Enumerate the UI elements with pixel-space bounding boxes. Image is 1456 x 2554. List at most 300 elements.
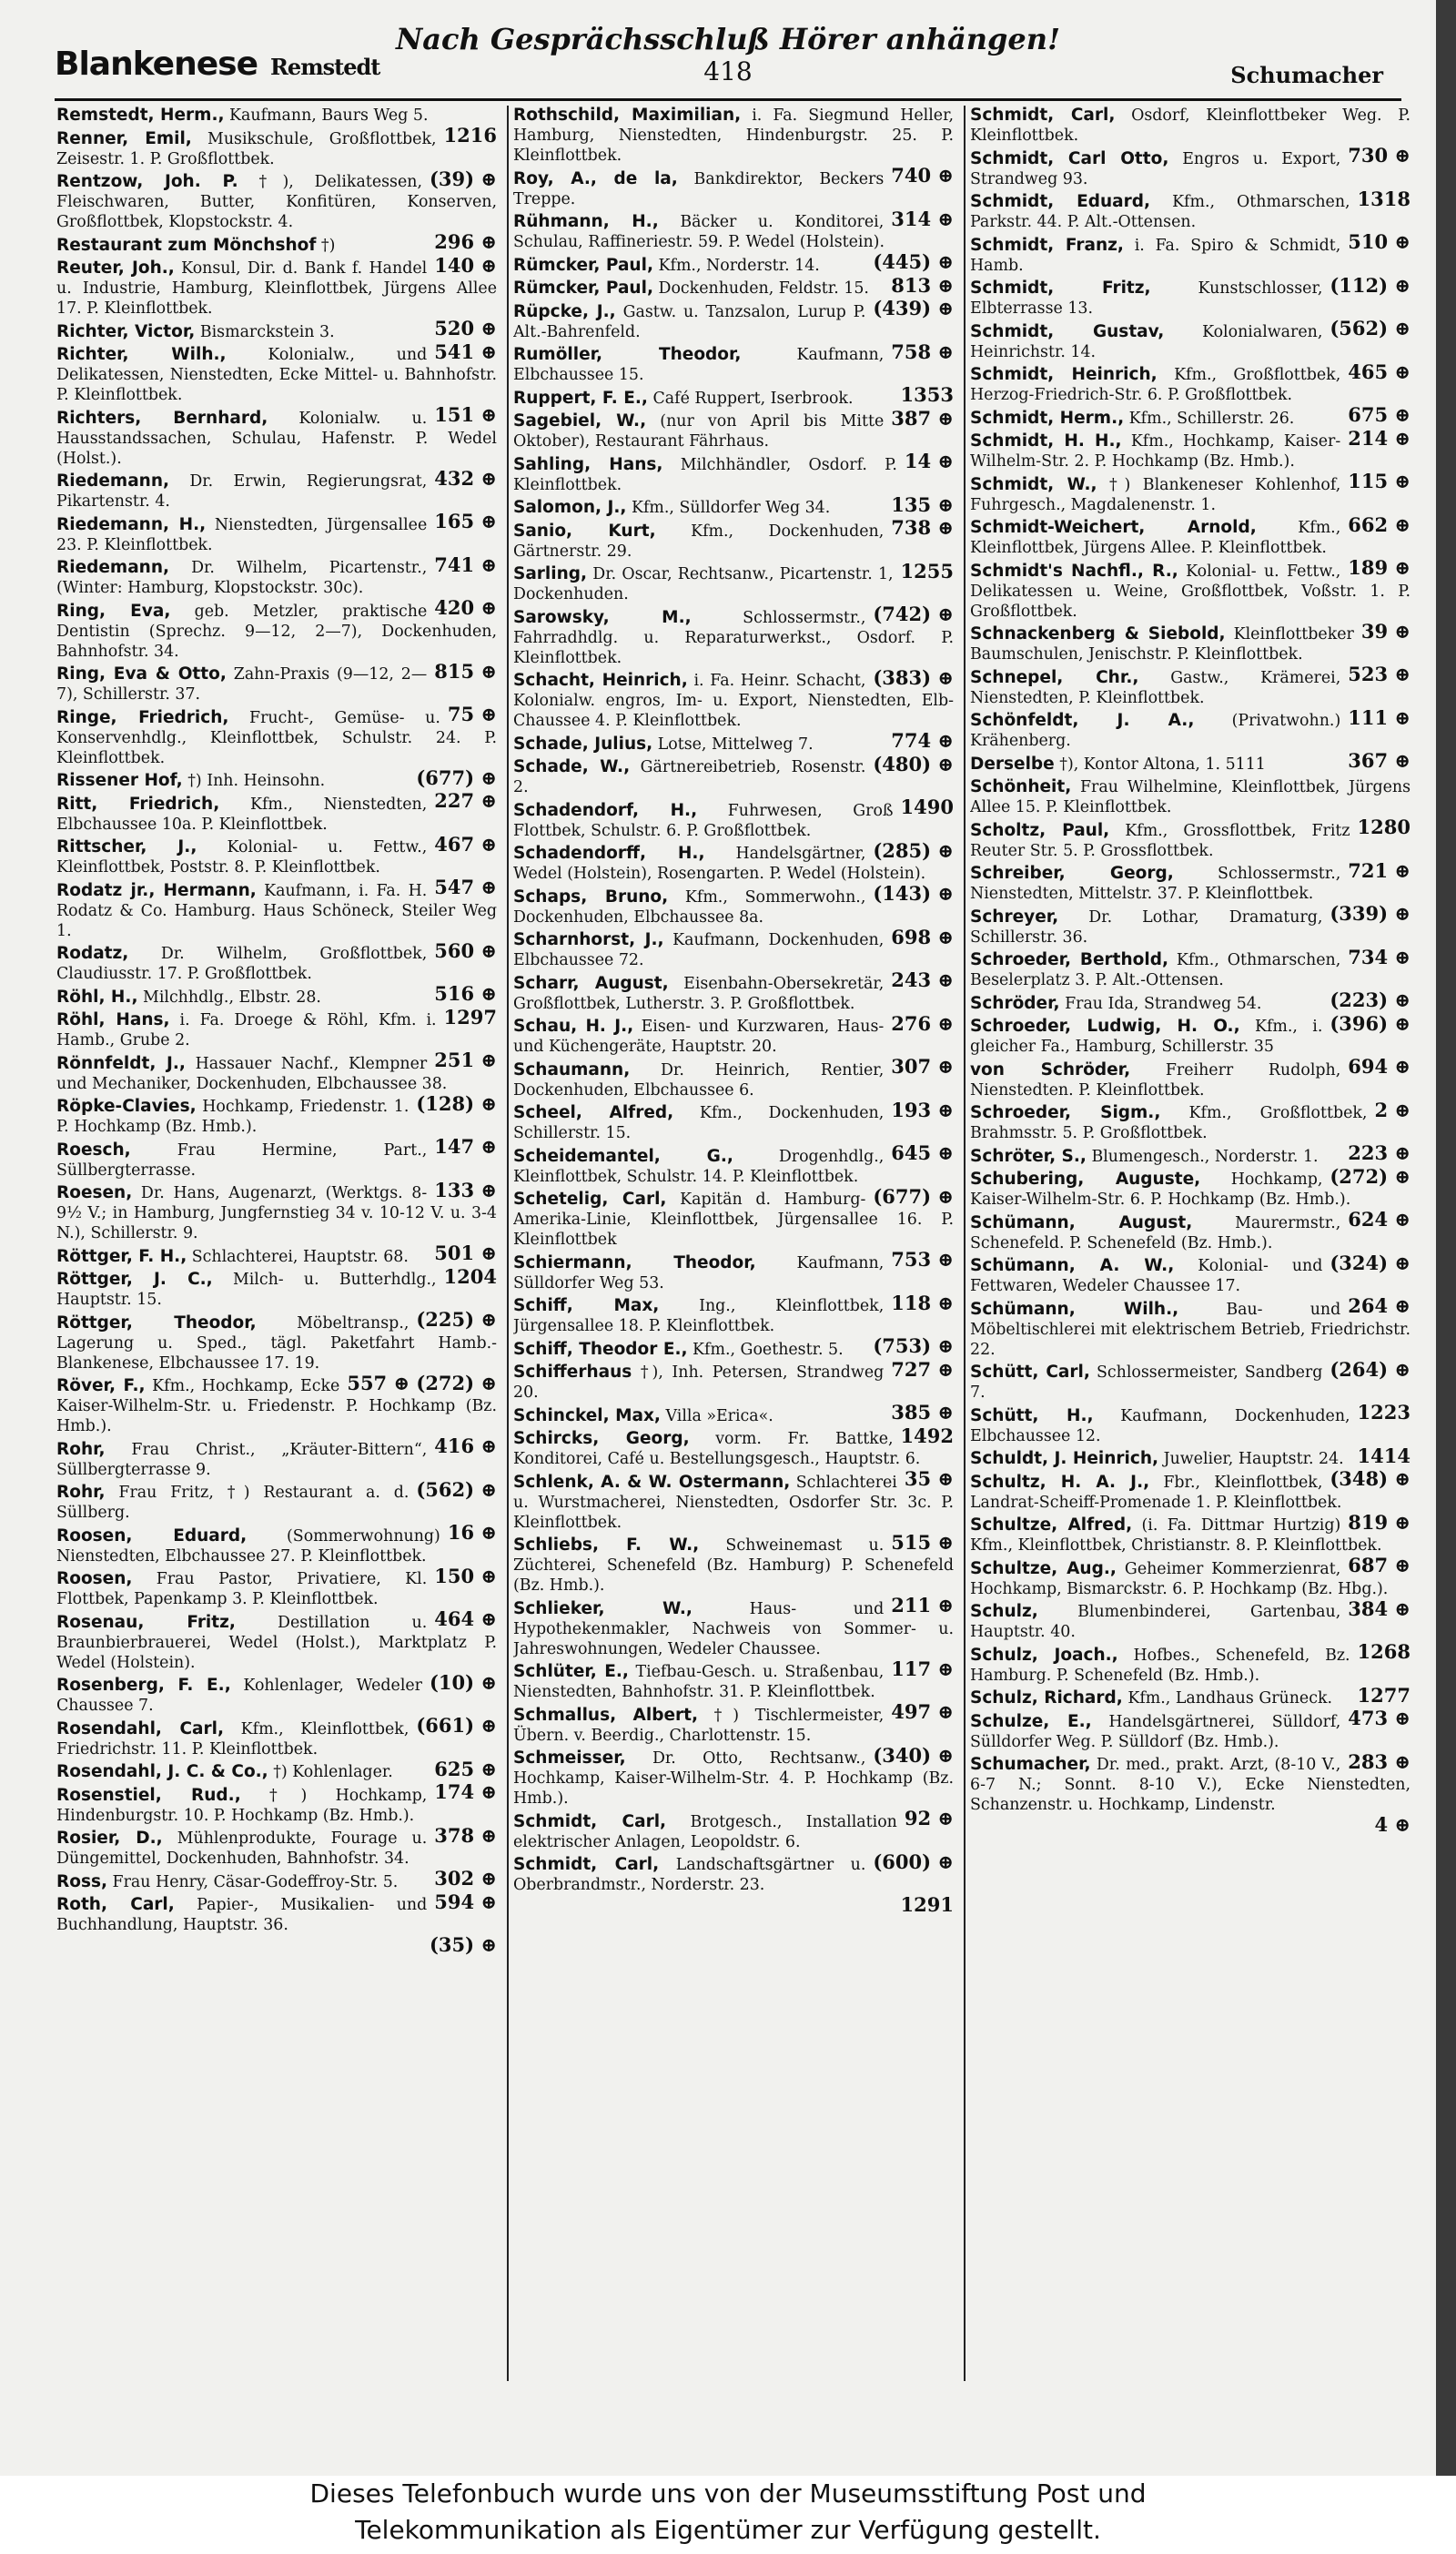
entry-name: Ruppert, F. E., (513, 388, 648, 408)
entry-details: Kfm., Dockenhuden, Schillerstr. 15. (513, 1104, 885, 1142)
phone-number: 675 ⊕ (1348, 403, 1410, 426)
entry-details: Kleinflottbeker Baumschulen, Jenischstr. P. Kleinflottbek. (970, 625, 1354, 664)
phone-number: 420 ⊕ (434, 596, 497, 619)
entry-details: Kaufmann, Dockenhuden, Elbchaussee 12. (970, 1406, 1350, 1445)
entry-details: Hofbes., Schenefeld, Bz. Hamburg. P. Schenefeld (Bz. Hmb.). (970, 1646, 1350, 1685)
phone-number: 264 ⊕ (1348, 1294, 1410, 1317)
phone-number: 721 ⊕ (1348, 858, 1410, 882)
phone-number: 1414 (1357, 1444, 1410, 1467)
entry-name: Rodatz, (56, 944, 129, 963)
entry-name: Röhl, H., (56, 987, 138, 1007)
entry-name: Schmidt, Carl Otto, (970, 148, 1169, 168)
phone-number: 147 ⊕ (434, 1135, 497, 1158)
phone-number: (223) ⊕ (1330, 988, 1410, 1011)
entry-details: Dr. med., prakt. Arzt, (8-10 V., 6-7 N.; Sonnt. 8-10 V.), Ecke Nienstedten, Schanzenstr. u. Hochkamp, Lindenstr. (970, 1756, 1410, 1814)
entry-details: Kfm., Großflottbek, Brahmsstr. 5. P. Großflottbek. (970, 1104, 1368, 1142)
entry-details: Kfm., Großflottbek, Herzog-Friedrich-Str. 6. P. Großflottbek. (970, 366, 1341, 404)
entry-details: Engros u. Export, Strandweg 93. (970, 149, 1341, 188)
phone-number: 1291 (900, 1893, 954, 1916)
entry-details: Schlossermeister, Sandberg 7. (970, 1363, 1323, 1402)
entry-name: Schiermann, Theodor, (513, 1252, 756, 1272)
entry-name: Schreiber, Georg, (970, 864, 1174, 883)
phone-number: 557 ⊕ (272) ⊕ (347, 1371, 497, 1394)
phone-number: 14 ⊕ (904, 450, 954, 472)
directory-entry (56, 880, 497, 962)
header-left-sub: Remstedt (269, 54, 380, 80)
phone-number: (439) ⊕ (873, 297, 954, 319)
entry-name: Schnackenberg & Siebold, (970, 624, 1226, 644)
phone-number: 75 ⊕ (447, 703, 497, 725)
phone-number: (480) ⊕ (873, 752, 954, 775)
entry-details: Gastw., Krämerei, Nienstedten, P. Kleinflottbek. (970, 668, 1341, 707)
entry-details: Kolonial- u. Fettw., Delikatessen u. Weine, Großflottbek, Voßstr. 1. P. Großflottbek. (970, 562, 1410, 621)
phone-number: 510 ⊕ (1348, 230, 1410, 253)
entry-name: Schmidt, H. H., (970, 431, 1122, 451)
header-right-title: Schumacher (1230, 62, 1383, 88)
phone-number: 296 ⊕ (434, 230, 497, 253)
phone-number: 1297 (443, 1005, 497, 1029)
phone-number: 1318 (1357, 187, 1410, 210)
phone-number: 594 ⊕ (434, 1890, 497, 1913)
entry-details: Frau Pastor, Privatiere, Kl. Flottbek, Papenkamp 3. P. Kleinflottbek. (56, 1570, 428, 1608)
entry-name: Röhl, Hans, (56, 1010, 170, 1029)
phone-number: 118 ⊕ (891, 1291, 954, 1314)
entry-details: Hochkamp, Kaiser-Wilhelm-Str. 6. P. Hochkamp (Bz. Hmb.). (970, 1171, 1351, 1209)
phone-number: 547 ⊕ (434, 876, 497, 898)
entry-details: Frau Christ., „Kräuter-Bittern“, Süllbergterrasse 9. (56, 1440, 428, 1479)
entry-name: Schaumann, (513, 1059, 631, 1079)
entry-details: Kfm., Grossflottbek, Fritz Reuter Str. 5. P. Grossflottbek. (970, 821, 1350, 860)
entry-details: Frau Ida, Strandweg 54. (1065, 994, 1262, 1013)
entry-name: Schulz, (970, 1602, 1038, 1621)
entry-details: Gastw. u. Tanzsalon, Lurup P. Alt.-Bahrenfeld. (513, 302, 866, 341)
phone-number: (383) ⊕ (873, 665, 954, 689)
directory-entry (970, 1755, 1410, 1836)
phone-number: 314 ⊕ (891, 207, 954, 230)
phone-number: 251 ⊕ (434, 1049, 497, 1071)
phone-number: 111 ⊕ (1348, 705, 1410, 729)
entry-details: Schlossermstr., Fahrradhdlg. u. Reparaturwerkst., Osdorf. P. Kleinflottbek. (513, 608, 954, 667)
phone-number: 117 ⊕ (891, 1657, 954, 1680)
entry-name: von Schröder, (970, 1059, 1131, 1079)
phone-number: 1353 (900, 383, 954, 406)
phone-number: 302 ⊕ (434, 1867, 497, 1890)
phone-number: 283 ⊕ (1348, 1749, 1410, 1773)
entry-name: Roesen, (56, 1183, 133, 1202)
entry-name: Sarling, (513, 564, 588, 583)
phone-number: 753 ⊕ (891, 1248, 954, 1271)
phone-number: 1268 (1357, 1640, 1410, 1663)
phone-number: (35) ⊕ (429, 1933, 497, 1956)
entry-details: Kohlenlager, Wedeler Chaussee 7. (56, 1677, 422, 1715)
entry-name: Rosendahl, Carl, (56, 1718, 225, 1738)
entry-name: Schade, Julius, (513, 734, 653, 754)
entry-details: Fbr., Kleinflottbek, Landrat-Scheiff-Promenade 1. P. Kleinflottbek. (970, 1473, 1342, 1512)
entry-details: vorm. Fr. Battke, Konditorei, Café u. Bestellungsgesch., Hauptstr. 6. (513, 1430, 921, 1468)
entry-details: Bau- und Möbeltischlerei mit elektrischem Betrieb, Friedrichstr. 22. (970, 1300, 1410, 1359)
phone-number: 1280 (1357, 816, 1410, 838)
entry-details: Kolonialwaren, Heinrichstr. 14. (970, 322, 1323, 361)
entry-name: Schmidt, Carl, (970, 106, 1116, 125)
phone-number: 813 ⊕ (891, 273, 954, 297)
entry-details: †) Inh. Heinsohn. (187, 772, 326, 790)
phone-number: 758 ⊕ (891, 340, 954, 363)
phone-number: 560 ⊕ (434, 938, 497, 962)
entry-details: Haus- und Hypothekenmakler, Nachweis von Sommer- u. Jahreswohnungen, Wedeler Chaussee. (513, 1599, 954, 1658)
entry-name: Schaps, Bruno, (513, 887, 669, 907)
phone-number: 35 ⊕ (904, 1467, 954, 1490)
phone-number: (600) ⊕ (873, 1850, 954, 1873)
entry-details: Milchhdlg., Elbstr. 28. (143, 988, 321, 1007)
entry-details: Schlachterei u. Wurstmacherei, Nienstedten, Osdorfer Str. 3c. P. Kleinflottbek. (513, 1473, 954, 1532)
directory-entry (56, 1895, 497, 1956)
phone-number: 740 ⊕ (891, 164, 954, 187)
entry-details: Kfm., Kleinflottbek, Friedrichstr. 11. P. Kleinflottbek. (56, 1719, 410, 1758)
entry-name: Schiff, Theodor E., (513, 1339, 688, 1359)
entry-name: Schmidt, Fritz, (970, 279, 1151, 298)
entry-details: Bankdirektor, Beckers Treppe. (513, 169, 885, 208)
entry-details: Zahn-Praxis (9—12, 2—7), Schillerstr. 37. (56, 665, 428, 704)
phone-number: 189 ⊕ (1348, 556, 1410, 579)
entry-details: (Sommerwohnung) Nienstedten, Elbchaussee 27. P. Kleinflottbek. (56, 1526, 440, 1566)
entry-name: Schade, W., (513, 757, 631, 776)
entry-details: †) Tischlermeister, Übern. v. Beerdig., Charlottenstr. 15. (513, 1706, 885, 1745)
entry-details: †) Hochkamp, Hindenburgstr. 10. P. Hochkamp (Bz. Hmb.). (56, 1786, 428, 1825)
footer-note (0, 2476, 1456, 2554)
entry-name: Schetelig, Carl, (513, 1190, 667, 1209)
entry-name: Schulz, Richard, (970, 1688, 1123, 1708)
entry-name: Schmidt, Eduard, (970, 192, 1151, 211)
phone-number: 2 ⊕ (1374, 1098, 1410, 1121)
phone-number: (10) ⊕ (429, 1670, 497, 1694)
entry-details: Schlossermstr., Nienstedten, Mittelstr. 37. P. Kleinflottbek. (970, 865, 1341, 903)
entry-details: Dr. Oscar, Rechtsanw., Picartenstr. 1, Dockenhuden. (513, 565, 894, 603)
entry-name: Schreyer, (970, 907, 1059, 927)
entry-details: Maurermstr., Schenefeld. P. Schenefeld (Bz. Hmb.). (970, 1213, 1341, 1252)
phone-number: (677) ⊕ (873, 1184, 954, 1208)
entry-name: Schircks, Georg, (513, 1429, 690, 1448)
entry-details: Drogenhdlg., Kleinflottbek, Schulstr. 14. P. Kleinflottbek. (513, 1147, 885, 1186)
entry-details: Frucht-, Gemüse- u. Konservenhdlg., Kleinflottbek, Schulstr. 24. P. Kleinflottbek. (56, 708, 497, 767)
entry-details: (Privatwohn.) Krähenberg. (970, 712, 1341, 750)
entry-name: Schmidt's Nachfl., R., (970, 561, 1178, 581)
phone-number: 276 ⊕ (891, 1011, 954, 1035)
entry-name: Schmidt, Carl, (513, 1855, 660, 1874)
entry-name: Rühmann, H., (513, 212, 659, 231)
phone-number: 4 ⊕ (1374, 1813, 1410, 1836)
entry-name: Schröder, (970, 993, 1060, 1013)
entry-name: Schroeder, Berthold, (970, 950, 1168, 969)
entry-name: Reuter, Joh., (56, 258, 175, 278)
phone-number: (272) ⊕ (1330, 1164, 1410, 1188)
phone-number: 1216 (443, 124, 497, 147)
entry-details: Kfm., Sülldorfer Weg 34. (631, 499, 831, 517)
entry-details: Kfm., i. gleicher Fa., Hamburg, Schillerstr. 35 (970, 1018, 1323, 1056)
phone-number: 687 ⊕ (1348, 1554, 1410, 1576)
entry-name: Sanio, Kurt, (513, 521, 656, 541)
phone-number: 738 ⊕ (891, 516, 954, 539)
entry-details: Kaufmann, Baurs Weg 5. (229, 106, 429, 125)
entry-name: Roesch, (56, 1140, 131, 1160)
phone-number: (225) ⊕ (416, 1308, 497, 1331)
entry-details: Handelsgärtner, Wedel (Holstein), Rosengarten. P. Wedel (Holstein). (513, 845, 926, 883)
phone-number: 133 ⊕ (434, 1178, 497, 1201)
entry-details: Dr. Hans, Augenarzt, (Werktgs. 8-9½ V.; in Hamburg, Jungfernstieg 34 v. 10-12 V. u. 3-4 N.), Schillerstr. 9. (56, 1184, 497, 1242)
entry-name: Schümann, A. W., (970, 1256, 1175, 1275)
directory-entry (56, 514, 497, 576)
entry-details: Destillation u. Braunbierbrauerei, Wedel (Holst.), Marktplatz P. Wedel (Holstein). (56, 1613, 497, 1672)
entry-name: Roy, A., de la, (513, 168, 678, 188)
entry-name: Schönfeldt, J. A., (970, 711, 1195, 730)
phone-number: (128) ⊕ (416, 1091, 497, 1115)
entry-details: †), Delikatessen, Fleischwaren, Butter, Konfitüren, Konserven, Großflottbek, Klopstockstr. 4. (56, 173, 497, 231)
entry-name: Schlieker, W., (513, 1598, 693, 1618)
entry-name: Rosenstiel, Rud., (56, 1785, 241, 1805)
entry-name: Röttger, F. H., (56, 1246, 187, 1266)
phone-number: 730 ⊕ (1348, 144, 1410, 167)
entry-details: Dr. Wilhelm, Großflottbek, Claudiusstr. 17. P. Großflottbek. (56, 945, 428, 983)
entry-name: Schönheit, (970, 777, 1072, 796)
page-header (55, 18, 1401, 91)
entry-details: Milch- u. Butterhdlg., Hauptstr. 15. (56, 1271, 437, 1309)
phone-number: 416 ⊕ (434, 1434, 497, 1457)
entry-name: Rümcker, Paul, (513, 255, 653, 275)
entry-details: (i. Fa. Dittmar Hurtzig) Kfm., Kleinflottbek, Christianstr. 8. P. Kleinflottbek. (970, 1516, 1382, 1555)
phone-number: 694 ⊕ (1348, 1055, 1410, 1078)
entry-details: Blumengesch., Norderstr. 1. (1091, 1147, 1319, 1166)
entry-name: Rosenau, Fritz, (56, 1612, 236, 1632)
entry-details: i. Fa. Droege & Röhl, Kfm. i. Hamb., Grube 2. (56, 1011, 437, 1049)
directory-columns (56, 106, 1412, 2381)
entry-name: Rohr, (56, 1483, 106, 1502)
entry-name: Riedemann, (56, 558, 170, 577)
entry-details: Geheimer Kommerzienrat, Hochkamp, Bismarckstr. 6. P. Hochkamp (Bz. Hbg.). (970, 1559, 1389, 1598)
footer-line-1: Dieses Telefonbuch wurde uns von der Museumsstiftung Post und (309, 2478, 1147, 2508)
entry-details: Freiherr Rudolph, Nienstedten. P. Kleinflottbek. (970, 1060, 1341, 1100)
entry-details: Juwelier, Hauptstr. 24. (1163, 1450, 1344, 1468)
entry-name: Schadendorff, H., (513, 844, 705, 863)
entry-name: Schmidt, Heinrich, (970, 365, 1158, 384)
entry-name: Rothschild, Maximilian, (513, 106, 742, 125)
entry-name: Roth, Carl, (56, 1895, 175, 1914)
phone-number: 698 ⊕ (891, 925, 954, 948)
page-edge-shadow (1436, 0, 1456, 2476)
entry-details: Café Ruppert, Iserbrook. (652, 389, 854, 408)
entry-name: Schroeder, Ludwig, H. O., (970, 1017, 1240, 1036)
entry-details: Kfm., Hochkamp, Kaiser-Wilhelm-Str. 2. P. Hochkamp (Bz. Hmb.). (970, 432, 1341, 471)
entry-details: †) Blankeneser Kohlenhof, Fuhrgesch., Magdalenenstr. 1. (970, 475, 1341, 514)
phone-number: 520 ⊕ (434, 317, 497, 340)
entry-details: geb. Metzler, praktische Dentistin (Sprechz. 9—12, 2—7), Dockenhuden, Bahnhofstr. 34. (56, 602, 497, 661)
phone-number: (753) ⊕ (873, 1334, 954, 1357)
entry-name: Schliebs, F. W., (513, 1535, 700, 1555)
phone-number: 16 ⊕ (447, 1521, 497, 1544)
entry-name: Restaurant zum Mönchshof (56, 235, 317, 255)
entry-name: Schuldt, J. Heinrich, (970, 1449, 1159, 1468)
entry-details: Kaufmann, Elbchaussee 15. (513, 346, 885, 384)
phone-number: 465 ⊕ (1348, 360, 1410, 383)
entry-details: Kfm., Schillerstr. 26. (1128, 409, 1295, 428)
entry-name: Schlüter, E., (513, 1662, 629, 1681)
phone-number: (348) ⊕ (1330, 1467, 1410, 1490)
entry-details: Handelsgärtnerei, Sülldorf, Sülldorfer Weg. P. Sülldorf (Bz. Hmb.). (970, 1712, 1341, 1751)
phone-number: (677) ⊕ (416, 765, 497, 789)
entry-name: Ritt, Friedrich, (56, 794, 220, 814)
entry-details: Bismarckstein 3. (199, 322, 335, 341)
phone-number: 501 ⊕ (434, 1242, 497, 1264)
entry-name: Rentzow, Joh. P. (56, 172, 238, 191)
phone-number: 497 ⊕ (891, 1700, 954, 1723)
phone-number: 214 ⊕ (1348, 426, 1410, 450)
phone-number: 39 ⊕ (1360, 619, 1410, 643)
phone-number: 467 ⊕ (434, 832, 497, 856)
entry-name: Schinckel, Max, (513, 1405, 661, 1425)
entry-details: Kaufmann, Dockenhuden, Elbchaussee 72. (513, 931, 885, 969)
page-number: 418 (703, 56, 753, 86)
directory-entry (56, 1439, 497, 1501)
entry-name: Scharr, August, (513, 973, 669, 993)
entry-name: Remstedt, Herm., (56, 106, 225, 125)
entry-name: Ring, Eva & Otto, (56, 664, 227, 684)
entry-name: Sagebiel, W., (513, 411, 647, 431)
phone-number: 1492 (900, 1424, 954, 1447)
entry-name: Riedemann, (56, 471, 170, 491)
header-left-title: Blankenese (55, 46, 258, 83)
phone-number: 385 ⊕ (891, 1401, 954, 1424)
entry-name: Scholtz, Paul, (970, 820, 1110, 840)
phone-number: 515 ⊕ (891, 1530, 954, 1554)
phone-number: (562) ⊕ (416, 1477, 497, 1501)
directory-column-3 (970, 106, 1410, 2381)
entry-details: Dr. Wilhelm, Picartenstr., (Winter: Hamburg, Klopstockstr. 30c). (56, 559, 428, 597)
entry-name: Schümann, Wilh., (970, 1299, 1179, 1319)
entry-name: Schroeder, Sigm., (970, 1103, 1161, 1122)
phone-number: 307 ⊕ (891, 1055, 954, 1078)
phone-number: 1277 (1357, 1683, 1410, 1707)
entry-name: Roosen, (56, 1569, 133, 1588)
entry-details: †), Inh. Petersen, Strandweg 20. (513, 1363, 885, 1402)
entry-details: Musikschule, Großflottbek, Zeisestr. 1. P. Großflottbek. (56, 129, 437, 168)
header-center-note: Nach Gesprächsschluß Hörer anhängen! (395, 22, 1061, 56)
phone-number: 645 ⊕ (891, 1141, 954, 1164)
entry-details: Hassauer Nachf., Klempner und Mechaniker, Dockenhuden, Elbchaussee 38. (56, 1054, 448, 1093)
entry-details: Kfm., Nienstedten, Elbchaussee 10a. P. Kleinflottbek. (56, 795, 428, 834)
phone-number: (143) ⊕ (873, 882, 954, 905)
entry-details: Lotse, Mittelweg 7. (657, 735, 814, 754)
entry-name: Richter, Wilh., (56, 345, 227, 364)
entry-name: Schiff, Max, (513, 1296, 660, 1315)
entry-details: Konsul, Dir. d. Bank f. Handel u. Industrie, Hamburg, Kleinflottbek, Jürgens Allee 17. P. Kleinflottbek. (56, 259, 497, 318)
entry-details: Kfm., Kleinflottbek, Jürgens Allee. P. Kleinflottbek. (970, 519, 1341, 557)
entry-name: Salomon, J., (513, 498, 627, 517)
entry-details: Kapitän d. Hamburg-Amerika-Linie, Kleinflottbek, Jürgensallee 16. P. Kleinflottbek (513, 1191, 954, 1249)
entry-name: Rissener Hof, (56, 771, 183, 790)
entry-details: Gärtnereibetrieb, Rosenstr. 2. (513, 758, 866, 796)
entry-details: Schlachterei, Hauptstr. 68. (191, 1247, 409, 1266)
directory-entry (56, 1525, 497, 1587)
entry-details: Dr. Otto, Rechtsanw., Hochkamp, Kaiser-Wilhelm-Str. 4. P. Hochkamp (Bz. Hmb.). (513, 1749, 954, 1808)
entry-details: Frau Fritz, †) Restaurant a. d. Süllberg. (56, 1484, 410, 1522)
phone-number: 223 ⊕ (1348, 1141, 1410, 1164)
entry-name: Rumöller, Theodor, (513, 345, 742, 364)
directory-entry (513, 1811, 954, 1873)
phone-number: 151 ⊕ (434, 403, 497, 426)
phone-number: (562) ⊕ (1330, 317, 1410, 340)
phone-number: 774 ⊕ (891, 729, 954, 752)
phone-number: 464 ⊕ (434, 1607, 497, 1630)
phone-number: 135 ⊕ (891, 492, 954, 516)
phone-number: (661) ⊕ (416, 1714, 497, 1737)
phone-number: 432 ⊕ (434, 466, 497, 490)
phone-number: 1490 (900, 796, 954, 818)
entry-name: Röpke-Clavies, (56, 1097, 197, 1116)
entry-name: Ringe, Friedrich, (56, 707, 229, 727)
entry-details: †), Kontor Altona, 1. 5111 (1059, 755, 1266, 774)
phone-number: 92 ⊕ (904, 1807, 954, 1829)
entry-details: Dockenhuden, Feldstr. 15. (658, 279, 869, 298)
phone-number: 625 ⊕ (434, 1757, 497, 1780)
entry-name: Rönnfeldt, J., (56, 1053, 186, 1073)
entry-details: Landschaftsgärtner u. Oberbrandmstr., Norderstr. 23. (513, 1856, 866, 1894)
entry-details: Milchhändler, Osdorf. P. Kleinflottbek. (513, 455, 897, 494)
entry-details: Möbeltransp., Lagerung u. Sped., tägl. Paketfahrt Hamb.-Blankenese, Elbchaussee 17. 19. (56, 1313, 497, 1373)
entry-details: Kfm., Dockenhuden, Gärtnerstr. 29. (513, 522, 885, 561)
phone-number: 1204 (443, 1264, 497, 1288)
entry-name: Schütt, H., (970, 1405, 1094, 1425)
entry-name: Derselbe (970, 754, 1055, 774)
entry-name: Röttger, J. C., (56, 1270, 213, 1289)
entry-name: Rümcker, Paul, (513, 279, 653, 298)
phone-number: 227 ⊕ (434, 789, 497, 812)
phone-number: 150 ⊕ (434, 1564, 497, 1587)
entry-details: Ing., Kleinflottbek, Jürgensallee 18. P. Kleinflottbek. (513, 1297, 885, 1335)
entry-details: Kfm., Hochkamp, Ecke Kaiser-Wilhelm-Str. u. Friedenstr. P. Hochkamp (Bz. Hmb.). (56, 1377, 497, 1435)
phone-number: 624 ⊕ (1348, 1208, 1410, 1231)
phone-number: 384 ⊕ (1348, 1596, 1410, 1620)
phone-number: (742) ⊕ (873, 603, 954, 625)
phone-number: (285) ⊕ (873, 838, 954, 862)
phone-number: 243 ⊕ (891, 968, 954, 991)
directory-column-2 (513, 106, 954, 2381)
entry-name: Schnepel, Chr., (970, 667, 1139, 687)
entry-details: Kfm., Sommerwohn., Dockenhuden, Elbchaussee 8a. (513, 887, 866, 927)
entry-details: Kfm., Othmarschen, Beselerplatz 3. P. Alt.-Ottensen. (970, 951, 1341, 989)
entry-details: i. Fa. Heinr. Schacht, Kolonialw. engros, Im- u. Export, Nienstedten, Elb-Chaussee 4. P. Kleinflottbek. (513, 672, 954, 730)
entry-details: Frau Hermine, Part., Süllbergterrasse. (56, 1140, 428, 1180)
phone-number: 378 ⊕ (434, 1823, 497, 1847)
entry-name: Schulz, Joach., (970, 1645, 1118, 1665)
entry-name: Schultze, Aug., (970, 1558, 1117, 1578)
entry-details: Kolonialw. u. Hausstandssachen, Schulau, Hafenstr. P. Wedel (Holst.). (56, 409, 497, 468)
entry-name: Schulze, E., (970, 1711, 1092, 1731)
entry-name: Schumacher, (970, 1755, 1091, 1774)
entry-details: Dr. Erwin, Regierungsrat, Pikartenstr. 4. (56, 472, 428, 511)
entry-name: Schubering, Auguste, (970, 1170, 1201, 1189)
entry-name: Röttger, Theodor, (56, 1312, 257, 1333)
entry-details: Bäcker u. Konditorei, Schulau, Raffineriestr. 59. P. Wedel (Holstein). (513, 213, 885, 251)
entry-name: Renner, Emil, (56, 128, 192, 148)
entry-details: Blumenbinderei, Gartenbau, Hauptstr. 40. (970, 1603, 1341, 1641)
entry-name: Schmidt, Gustav, (970, 321, 1165, 341)
phone-number: 140 ⊕ (434, 253, 497, 277)
entry-name: Schultz, H. A. J., (970, 1472, 1150, 1492)
phone-number: (112) ⊕ (1330, 273, 1410, 297)
entry-name: Scheel, Alfred, (513, 1103, 674, 1122)
phone-number: 1255 (900, 559, 954, 583)
entry-name: Schmidt, W., (970, 474, 1097, 494)
entry-details: Kfm., Landhaus Grüneck. (1127, 1689, 1333, 1708)
phone-number: 115 ⊕ (1348, 470, 1410, 492)
